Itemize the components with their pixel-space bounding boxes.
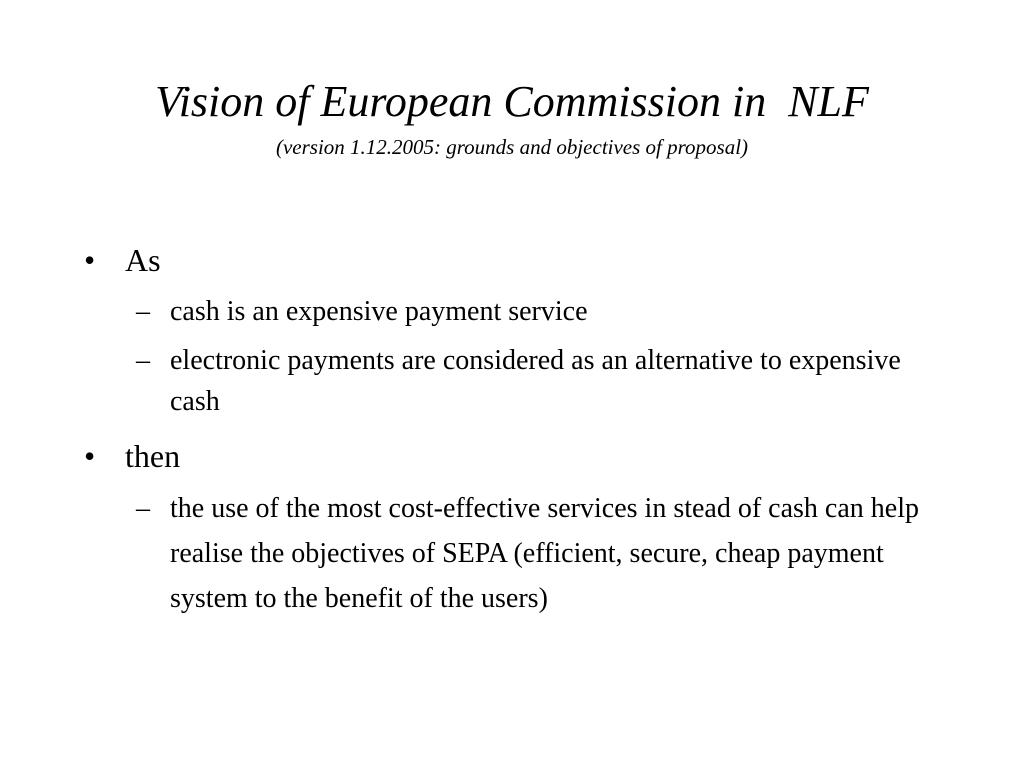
bullet-text: As (125, 242, 161, 278)
subitem-cost-effective-services (136, 486, 936, 621)
dash-icon: – (136, 493, 150, 524)
bullet-text: then (125, 438, 181, 474)
subitem-electronic-payments (136, 340, 936, 422)
dash-icon: – (136, 296, 150, 327)
bullet-icon: • (84, 242, 96, 278)
bullet-icon: • (84, 438, 96, 474)
subitem-text: cash is an expensive payment service (170, 296, 588, 327)
subitem-text: the use of the most cost-effective services in stead of cash can help realise the objectives of SEPA (efficient, secure, cheap payment system to the benefit of the users) (170, 493, 919, 614)
subitem-text: electronic payments are considered as an alternative to expensive cash (170, 345, 901, 417)
subitem-cash-expensive (136, 291, 936, 332)
slide-title: Vision of European Commission in NLF (155, 77, 869, 126)
slide-subtitle: (version 1.12.2005: grounds and objectives of proposal) (275, 135, 749, 159)
dash-icon: – (136, 345, 150, 376)
